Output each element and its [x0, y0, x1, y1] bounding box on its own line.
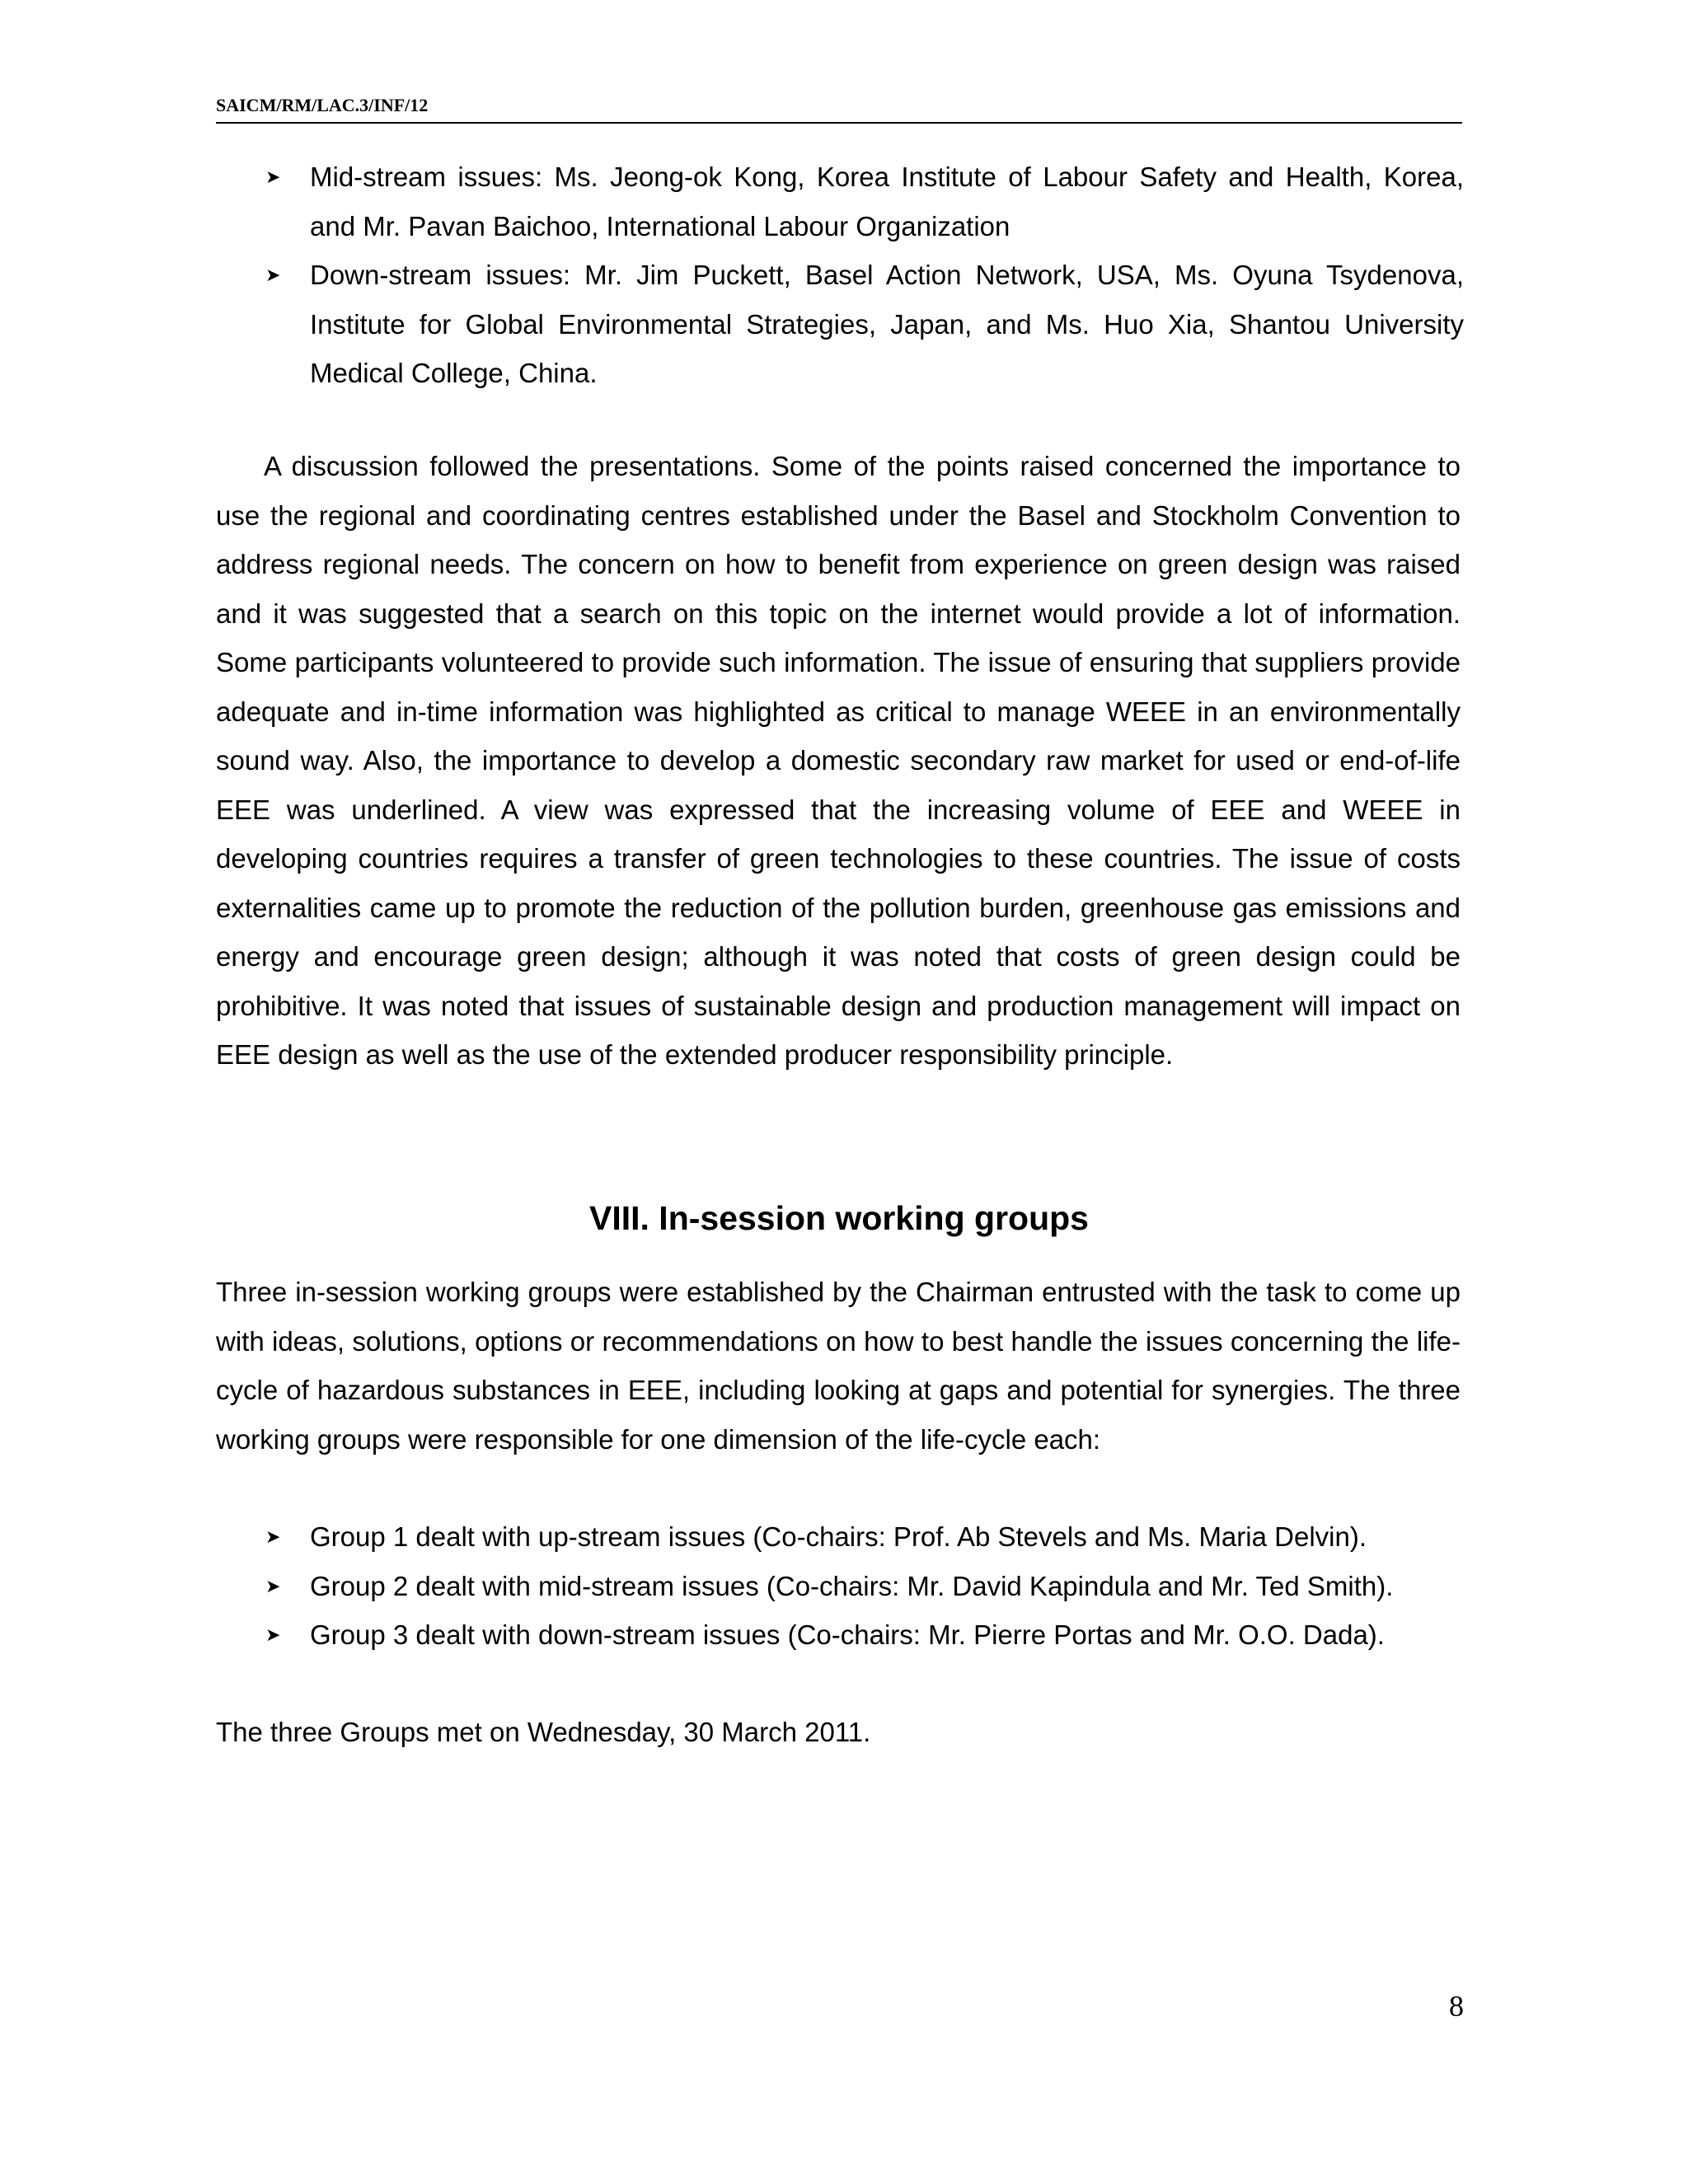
list-item	[216, 1512, 1464, 1562]
page-number: 8	[1449, 1990, 1464, 2022]
list-item-text: Down-stream issues: Mr. Jim Puckett, Basel Action Network, USA, Ms. Oyuna Tsydenova, Institute for Global Environmental Strategies, Japan, and Ms. Huo Xia, Shantou University Medical College, China.	[310, 260, 1464, 388]
presenters-list	[216, 152, 1464, 398]
section-intro-paragraph: Three in-session working groups were established by the Chairman entrusted with the task to come up with ideas, solutions, options or recommendations on how to best handle the issues concerning the life-cycle of hazardous substances in EEE, including looking at gaps and potential for synergies. The three working groups were responsible for one dimension of the life-cycle each:	[216, 1277, 1461, 1455]
section-heading: VIII. In-session working groups	[589, 1199, 1089, 1237]
list-item-text: Group 3 dealt with down-stream issues (Co-chairs: Mr. Pierre Portas and Mr. O.O. Dada).	[310, 1619, 1385, 1650]
meeting-note: The three Groups met on Wednesday, 30 March 2011.	[216, 1717, 871, 1747]
arrow-bullet-icon: ➤	[265, 1624, 281, 1645]
discussion-paragraph: A discussion followed the presentations. Some of the points raised concerned the importance to use the regional and coordinating centres established under the Basel and Stockholm Convention to address regional needs. The concern on how to benefit from experience on green design was raised and it was suggested that a search on this topic on the internet would provide a lot of information. Some participants volunteered to provide such information. The issue of ensuring that suppliers provide adequate and in-time information was highlighted as critical to manage WEEE in an environmentally sound way. Also, the importance to develop a domestic secondary raw market for used or end-of-life EEE was underlined. A view was expressed that the increasing volume of EEE and WEEE in developing countries requires a transfer of green technologies to these countries. The issue of costs externalities came up to promote the reduction of the pollution burden, greenhouse gas emissions and energy and encourage green design; although it was noted that costs of green design could be prohibitive. It was noted that issues of sustainable design and production management will impact on EEE design as well as the use of the extended producer responsibility principle.	[216, 451, 1461, 1070]
list-item-text: Group 1 dealt with up-stream issues (Co-chairs: Prof. Ab Stevels and Ms. Maria Delvin).	[310, 1521, 1367, 1552]
arrow-bullet-icon: ➤	[265, 166, 281, 187]
document-symbol-header: SAICM/RM/LAC.3/INF/12	[216, 92, 1462, 124]
list-item-text: Group 2 dealt with mid-stream issues (Co-chairs: Mr. David Kapindula and Mr. Ted Smith).	[310, 1570, 1394, 1601]
arrow-bullet-icon: ➤	[265, 1526, 281, 1547]
list-item	[216, 1610, 1464, 1660]
working-groups-list	[216, 1512, 1464, 1660]
list-item	[216, 1562, 1464, 1611]
list-item	[216, 152, 1464, 251]
arrow-bullet-icon: ➤	[265, 1575, 281, 1596]
arrow-bullet-icon: ➤	[265, 265, 281, 285]
list-item-text: Mid-stream issues: Ms. Jeong-ok Kong, Korea Institute of Labour Safety and Health, Korea, and Mr. Pavan Baichoo, International Labour Organization	[310, 162, 1464, 241]
list-item	[216, 251, 1464, 398]
